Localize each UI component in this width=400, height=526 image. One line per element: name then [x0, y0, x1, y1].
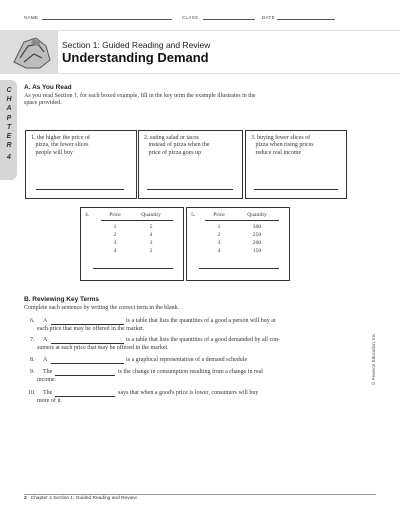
item-7-lead: A [43, 337, 48, 343]
item-7-cont: sumers at each price that may be offered in the market. [37, 345, 169, 351]
item-6-lead: A [43, 318, 48, 324]
class-blank[interactable] [203, 19, 255, 20]
handshake-icon [10, 32, 54, 77]
table-5-number: 5. [191, 212, 196, 218]
table-4-price-header: Price [109, 212, 121, 218]
item-10-lead: The [43, 390, 53, 396]
item-10-cont: more of it. [37, 398, 63, 404]
page-footer [24, 496, 137, 501]
name-label: NAME [24, 15, 39, 20]
item-10-text: says that when a good's price is lower, consumers will buy [118, 390, 259, 396]
item-7-number: 7. [30, 337, 35, 343]
item-9-number: 9. [30, 369, 35, 375]
table-4-quantities: 5 4 3 2 [149, 224, 153, 254]
item-8-number: 8. [30, 357, 35, 363]
table-4-quantity-header: Quantity [141, 212, 161, 218]
answer-blank-2[interactable] [147, 189, 233, 190]
copyright-note: © Pearson Education, Inc. [371, 332, 376, 385]
name-blank[interactable] [42, 19, 172, 20]
item-9-blank[interactable] [55, 375, 115, 376]
chapter-side-label: C H A P T E R 4 [6, 87, 12, 162]
part-b-instructions: Complete each sentence by writing the correct term in the blank. [24, 305, 180, 311]
item-7-blank[interactable] [51, 343, 124, 344]
table-5-quantity-header: Quantity [247, 212, 267, 218]
table-4-prices: 1 2 3 4 [113, 224, 117, 254]
page-title: Understanding Demand [62, 50, 209, 65]
item-6-blank[interactable] [51, 324, 124, 325]
item-10-number: 10. [28, 390, 36, 396]
table-5-quantities: 300 250 200 150 [252, 224, 262, 254]
part-a-instructions: As you read Section 1, for each boxed example, fill in the key term the example illustrates in the space provided. [24, 93, 256, 107]
example-box-2: 2. eating salad or tacos instead of pizza when the price of pizza goes up [138, 130, 243, 199]
footer-text: Chapter 4 Section 1: Guided Reading and Review [30, 496, 137, 501]
table-5-prices: 1 2 3 4 [217, 224, 221, 254]
date-label: DATE [262, 15, 275, 20]
part-b-heading: B. Reviewing Key Terms [24, 296, 100, 303]
item-6-text: is a table that lists the quantities of a good a person will buy at [126, 318, 276, 324]
table-4-header-rule [101, 220, 173, 221]
item-10-blank[interactable] [55, 396, 115, 397]
table-5-price-header: Price [213, 212, 225, 218]
table-5-header-rule [205, 220, 279, 221]
example-box-1: 1. the higher the price of pizza, the fewer slices people will buy [25, 130, 137, 199]
item-6-cont: each price that may be offered in the market. [37, 326, 145, 332]
table-4-number: 4. [85, 212, 90, 218]
item-9-lead: The [43, 369, 53, 375]
footer-rule [24, 494, 376, 495]
item-6-number: 6. [30, 318, 35, 324]
item-9-text: is the change in consumption resulting from a change in real [118, 369, 263, 375]
item-9-cont: income. [37, 377, 57, 383]
date-blank[interactable] [277, 19, 335, 20]
example-box-3: 3. buying fewer slices of pizza when rising prices reduce real income [245, 130, 347, 199]
example-table-4 [80, 207, 184, 281]
answer-blank-3[interactable] [254, 189, 338, 190]
answer-blank-1[interactable] [36, 189, 124, 190]
item-8-blank[interactable] [51, 363, 124, 364]
answer-blank-4[interactable] [93, 268, 173, 269]
item-8-lead: A [43, 357, 48, 363]
part-a-heading: A. As You Read [24, 84, 72, 91]
item-8-text: is a graphical representation of a demand schedule [126, 357, 248, 363]
item-7-text: is a table that lists the quantities of a good demanded by all con- [126, 337, 281, 343]
answer-blank-5[interactable] [199, 268, 279, 269]
page-number: 2 [24, 496, 27, 501]
section-label: Section 1: Guided Reading and Review [62, 40, 211, 50]
class-label: CLASS [182, 15, 199, 20]
example-table-5 [186, 207, 290, 281]
